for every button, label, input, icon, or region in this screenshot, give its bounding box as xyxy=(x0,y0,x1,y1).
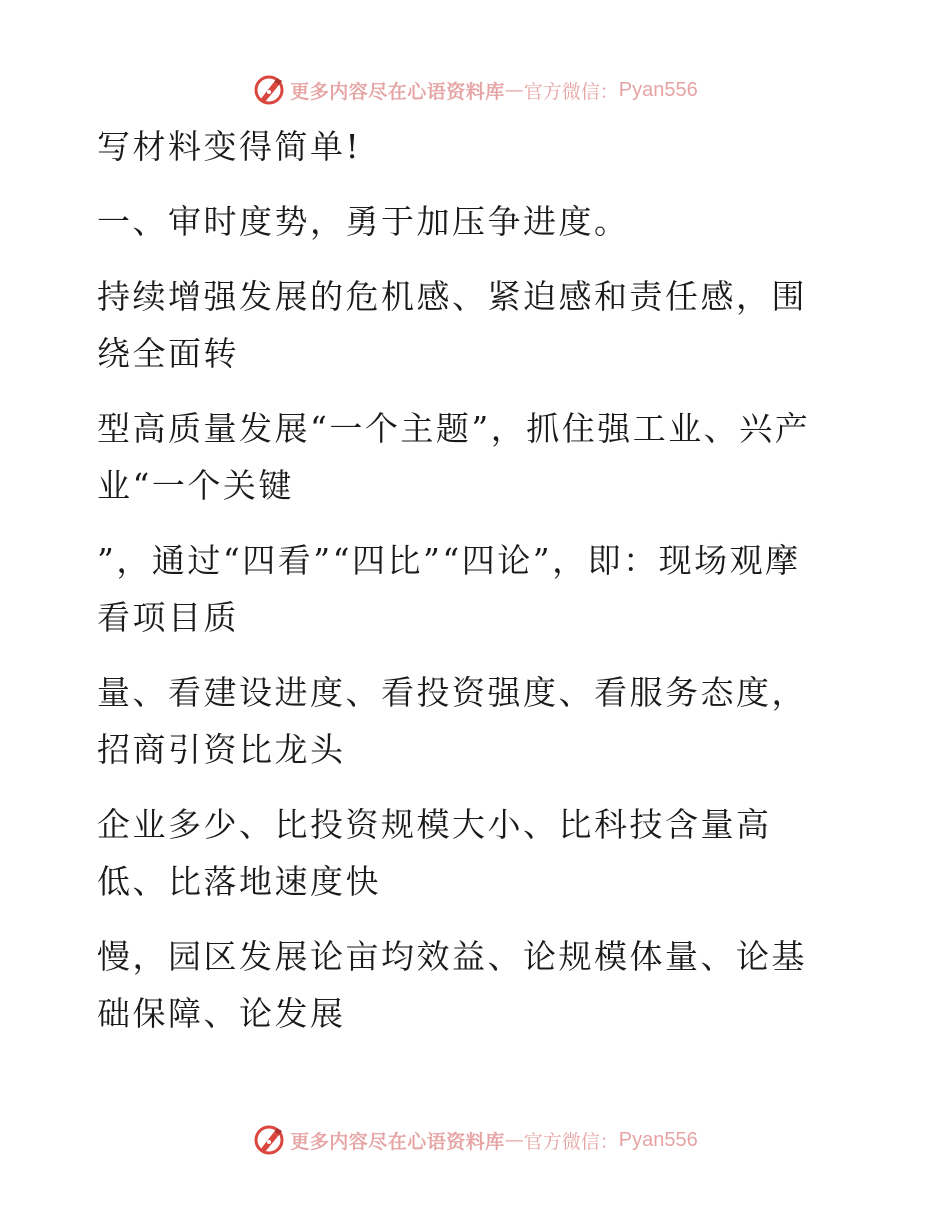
paragraph: 写材料变得简单! xyxy=(97,127,362,166)
paragraph: 量、看建设进度、看投资强度、看服务态度，招商引资比龙头 xyxy=(97,673,807,769)
banner-separator: — xyxy=(504,79,524,101)
paragraph: 一、审时度势，勇于加压争进度。 xyxy=(97,202,630,241)
banner-wechat-id: Pyan556 xyxy=(618,1128,698,1151)
document-body xyxy=(97,118,827,1060)
pen-logo-icon xyxy=(252,1123,286,1157)
banner-wechat-label: 官方微信： xyxy=(523,1130,619,1153)
banner-main-text: 更多内容尽在心语资料库 xyxy=(290,1130,505,1153)
footer-watermark-banner xyxy=(0,1120,950,1160)
header-watermark-banner xyxy=(0,70,950,110)
pen-logo-icon xyxy=(252,73,286,107)
paragraph: 持续增强发展的危机感、紧迫感和责任感，围绕全面转 xyxy=(97,277,807,373)
banner-wechat-label: 官方微信： xyxy=(523,80,619,103)
paragraph: 企业多少、比投资规模大小、比科技含量高低、比落地速度快 xyxy=(97,805,772,901)
paragraph: 慢，园区发展论亩均效益、论规模体量、论基础保障、论发展 xyxy=(97,937,807,1033)
banner-separator: — xyxy=(504,1129,524,1151)
paragraph: 型高质量发展“一个主题”，抓住强工业、兴产业“一个关键 xyxy=(97,409,811,505)
banner-wechat-id: Pyan556 xyxy=(618,78,698,101)
banner-main-text: 更多内容尽在心语资料库 xyxy=(290,80,505,103)
paragraph: ”，通过“四看”“四比”“四论”，即：现场观摩看项目质 xyxy=(97,541,801,637)
